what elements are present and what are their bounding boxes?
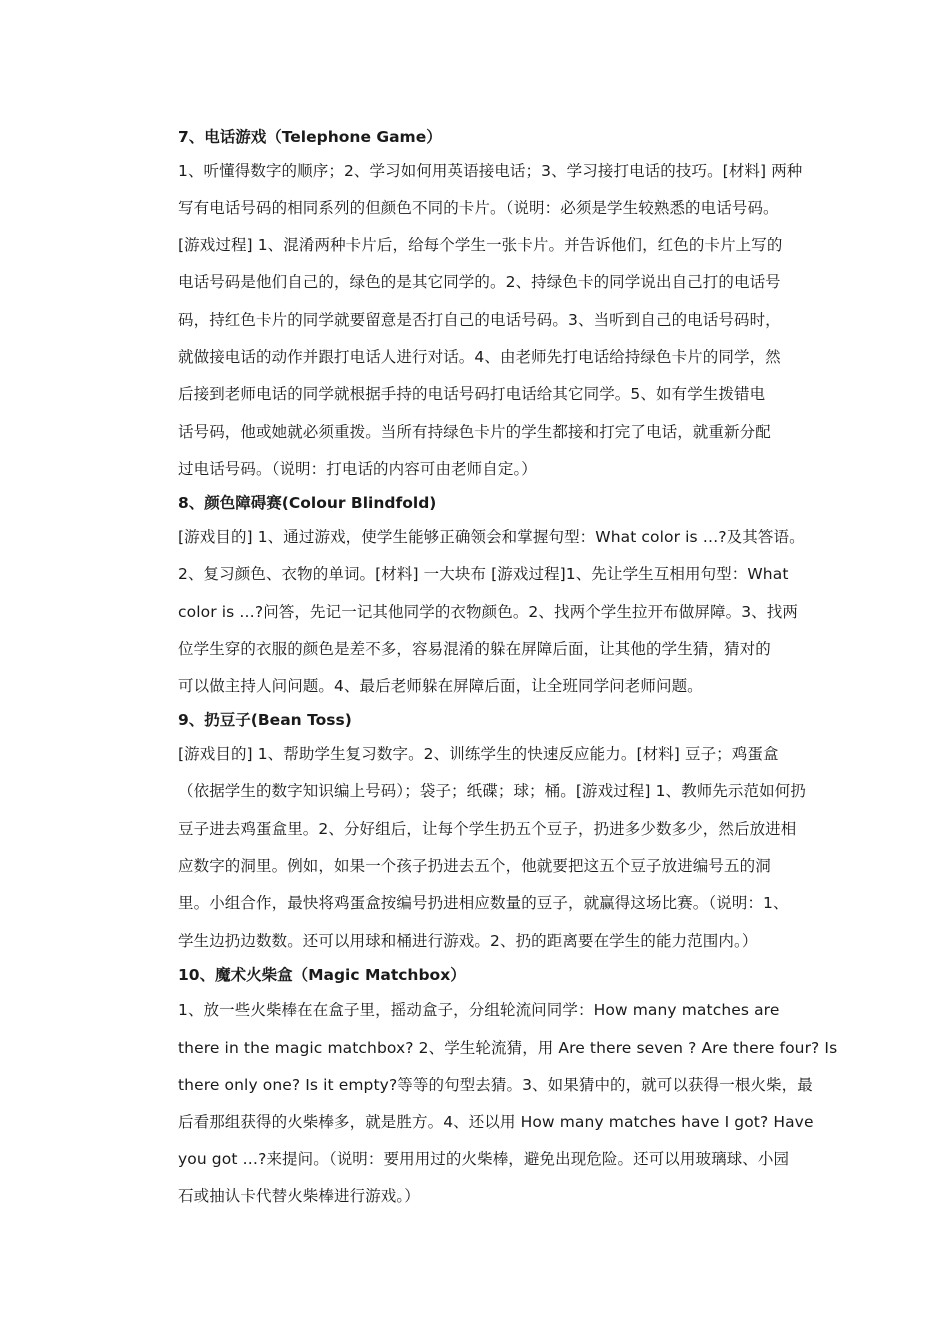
section-8-line-1: [游戏目的] 1、通过游戏，使学生能够正确领会和掌握句型：What color is …?及其答语。 xyxy=(178,528,805,546)
section-8-heading: 8、颜色障碍赛(Colour Blindfold) xyxy=(178,494,437,512)
section-7-line-5: 码，持红色卡片的同学就要留意是否打自己的电话号码。3、当听到自己的电话号码时， xyxy=(178,311,781,329)
section-9-line-4: 应数字的洞里。例如，如果一个孩子扔进去五个，他就要把这五个豆子放进编号五的洞 xyxy=(178,857,771,875)
section-9-line-2: （依据学生的数字知识编上号码）；袋子；纸碟；球；桶。[游戏过程] 1、教师先示范如何扔 xyxy=(178,782,806,800)
section-7-line-7: 后接到老师电话的同学就根据手持的电话号码打电话给其它同学。5、如有学生拨错电 xyxy=(178,385,766,403)
section-7-line-3: [游戏过程] 1、混淆两种卡片后，给每个学生一张卡片。并告诉他们，红色的卡片上写的 xyxy=(178,236,783,254)
section-7-line-2: 写有电话号码的相同系列的但颜色不同的卡片。（说明：必须是学生较熟悉的电话号码。 xyxy=(178,199,779,217)
section-7-line-9: 过电话号码。（说明：打电话的内容可由老师自定。） xyxy=(178,460,537,478)
section-10-line-6: 石或抽认卡代替火柴棒进行游戏。） xyxy=(178,1187,420,1205)
section-9-heading: 9、扔豆子(Bean Toss) xyxy=(178,711,352,729)
section-9-line-6: 学生边扔边数数。还可以用球和桶进行游戏。2、扔的距离要在学生的能力范围内。） xyxy=(178,932,758,950)
section-10-line-3: there only one? Is it empty?等等的句型去猜。3、如果猜中的，就可以获得一根火柴，最 xyxy=(178,1076,813,1094)
section-10-line-2: there in the magic matchbox? 2、学生轮流猜，用 Are there seven ? Are there four? Is xyxy=(178,1039,838,1057)
section-10-heading: 10、魔术火柴盒（Magic Matchbox） xyxy=(178,966,466,984)
section-8-line-3: color is …?问答，先记一记其他同学的衣物颜色。2、找两个学生拉开布做屏障。3、找两 xyxy=(178,603,798,621)
section-7-line-1: 1、听懂得数字的顺序；2、学习如何用英语接电话；3、学习接打电话的技巧。[材料] 两种 xyxy=(178,162,803,180)
section-8-line-5: 可以做主持人问问题。4、最后老师躲在屏障后面，让全班同学问老师问题。 xyxy=(178,677,703,695)
section-10-line-1: 1、放一些火柴棒在在盒子里，摇动盒子，分组轮流问同学：How many matches are xyxy=(178,1001,780,1019)
section-10-line-5: you got …?来提问。（说明：要用用过的火柴棒，避免出现危险。还可以用玻璃球、小园 xyxy=(178,1150,790,1168)
section-8-line-4: 位学生穿的衣服的颜色是差不多，容易混淆的躲在屏障后面，让其他的学生猜，猜对的 xyxy=(178,640,771,658)
section-10-line-4: 后看那组获得的火柴棒多，就是胜方。4、还以用 How many matches have I got? Have xyxy=(178,1113,814,1131)
section-7-line-4: 电话号码是他们自己的，绿色的是其它同学的。2、持绿色卡的同学说出自己打的电话号 xyxy=(178,273,781,291)
section-7-line-8: 话号码，他或她就必须重拨。当所有持绿色卡片的学生都接和打完了电话，就重新分配 xyxy=(178,423,771,441)
section-9-line-1: [游戏目的] 1、帮助学生复习数字。2、训练学生的快速反应能力。[材料] 豆子；鸡蛋盒 xyxy=(178,745,779,763)
section-9-line-5: 里。小组合作，最快将鸡蛋盒按编号扔进相应数量的豆子，就赢得这场比赛。（说明：1、 xyxy=(178,894,789,912)
section-8-line-2: 2、复习颜色、衣物的单词。[材料] 一大块布 [游戏过程]1、先让学生互相用句型：What xyxy=(178,565,789,583)
section-7-line-6: 就做接电话的动作并跟打电话人进行对话。4、由老师先打电话给持绿色卡片的同学，然 xyxy=(178,348,781,366)
section-7-heading: 7、电话游戏（Telephone Game） xyxy=(178,128,442,146)
section-9-line-3: 豆子进去鸡蛋盒里。2、分好组后，让每个学生扔五个豆子，扔进多少数多少，然后放进相 xyxy=(178,820,797,838)
